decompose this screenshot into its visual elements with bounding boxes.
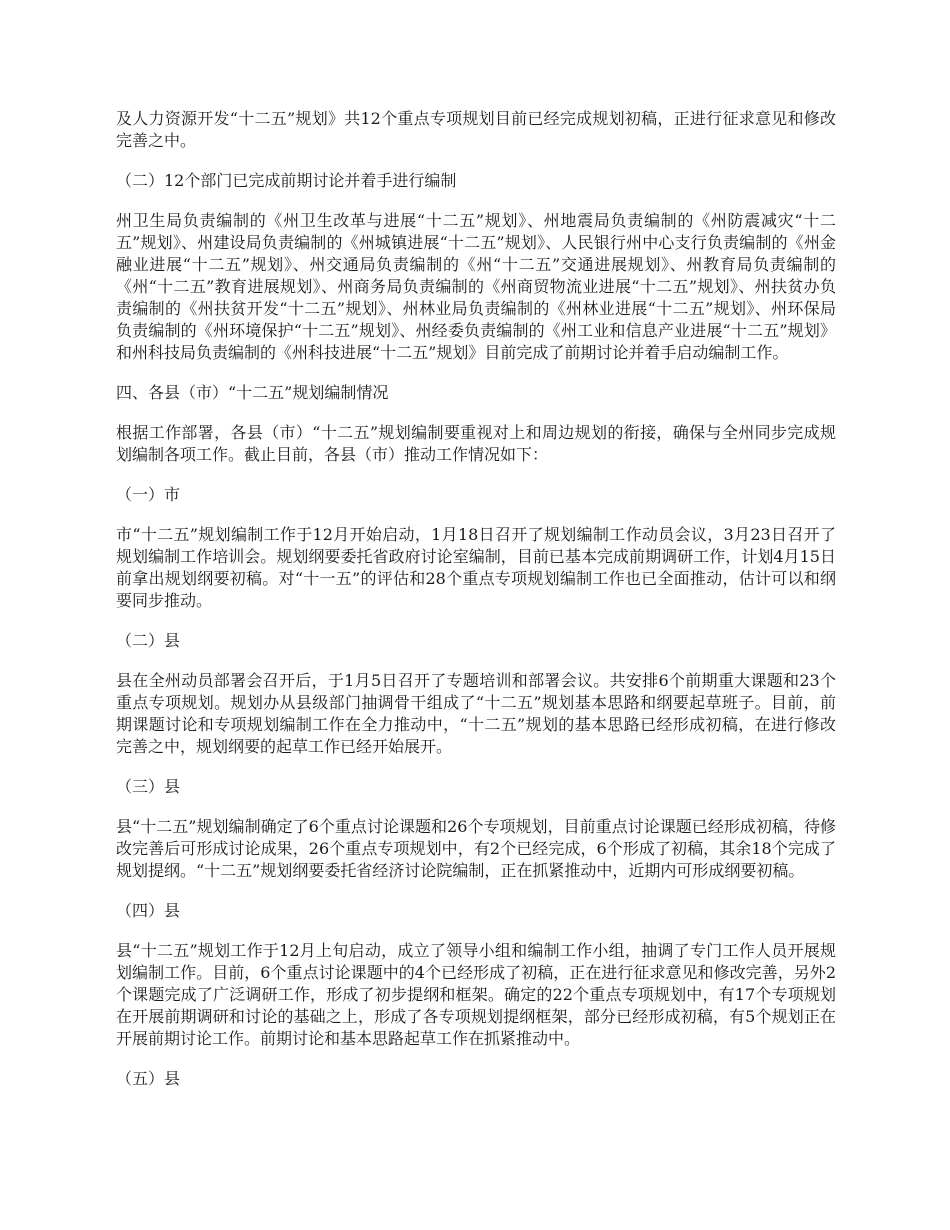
paragraph-department-plans: 州卫生局负责编制的《州卫生改革与进展“十二五”规划》、州地震局负责编制的《州防震减灾“十二五”规划》、州建设局负责编制的《州城镇进展“十二五”规划》、人民银行州中心支行负责编制的《州金融业进展“十二五”规划》、州交通局负责编制的《州“十二五”交通进展规划》、州教育局负责编制的《州“十二五”教育进展规划》、州商务局负责编制的《州商贸物流业进展“十二五”规划》、州扶贫办负责编制的《州扶贫开发“十二五”规划》、州林业局负责编制的《州林业进展“十二五”规划》、州环保局负责编制的《州环境保护“十二五”规划》、州经委负责编制的《州工业和信息产业进展“十二五”规划》和州科技局负责编制的《州科技进展“十二五”规划》目前完成了前期讨论并着手启动编制工作。 [116,211,836,362]
paragraph-county-overview: 根据工作部署，各县（市）“十二五”规划编制要重视对上和周边规划的衔接，确保与全州同步完成规划编制各项工作。截止目前，各县（市）推动工作情况如下： [116,423,836,464]
heading-county-5: （五）县 [116,1069,181,1088]
heading-county-planning: 四、各县（市）“十二五”规划编制情况 [116,383,389,402]
document-page [116,108,836,1108]
heading-county-3: （三）县 [116,777,181,796]
heading-county-2: （二）县 [116,631,181,650]
paragraph-county-4: 县“十二五”规划工作于12月上旬启动，成立了领导小组和编制工作小组，抽调了专门工作人员开展规划编制工作。目前，6个重点讨论课题中的4个已经形成了初稿，正在进行征求意见和修改完善，另外2个课题完成了广泛调研工作，形成了初步提纲和框架。确定的22个重点专项规划中，有17个专项规划在开展前期调研和讨论的基础之上，形成了各专项规划提纲框架，部分已经形成初稿，有5个规划正在开展前期讨论工作。前期讨论和基本思路起草工作在抓紧推动中。 [116,941,836,1048]
paragraph-city: 市“十二五”规划编制工作于12月开始启动，1月18日召开了规划编制工作动员会议，3月23日召开了规划编制工作培训会。规划纲要委托省政府讨论室编制，目前已基本完成前期调研工作，计划4月15日前拿出规划纲要初稿。对“十一五”的评估和28个重点专项规划编制工作也已全面推动，估计可以和纲要同步推动。 [116,525,836,610]
heading-12-departments: （二）12个部门已完成前期讨论并着手进行编制 [116,171,457,190]
heading-county-4: （四）县 [116,901,181,920]
heading-city: （一）市 [116,485,181,504]
paragraph-12-plans-drafts: 及人力资源开发“十二五”规划》共12个重点专项规划目前已经完成规划初稿，正进行征求意见和修改完善之中。 [116,109,836,150]
paragraph-county-3: 县“十二五”规划编制确定了6个重点讨论课题和26个专项规划，目前重点讨论课题已经形成初稿，待修改完善后可形成讨论成果，26个重点专项规划中，有2个已经完成，6个形成了初稿，其余18个完成了规划提纲。“十二五”规划纲要委托省经济讨论院编制，正在抓紧推动中，近期内可形成纲要初稿。 [116,817,836,880]
paragraph-county-2: 县在全州动员部署会召开后，于1月5日召开了专题培训和部署会议。共安排6个前期重大课题和23个重点专项规划。规划办从县级部门抽调骨干组成了“十二五”规划基本思路和纲要起草班子。目前，前期课题讨论和专项规划编制工作在全力推动中，“十二五”规划的基本思路已经形成初稿，在进行修改完善之中，规划纲要的起草工作已经开始展开。 [116,671,836,756]
